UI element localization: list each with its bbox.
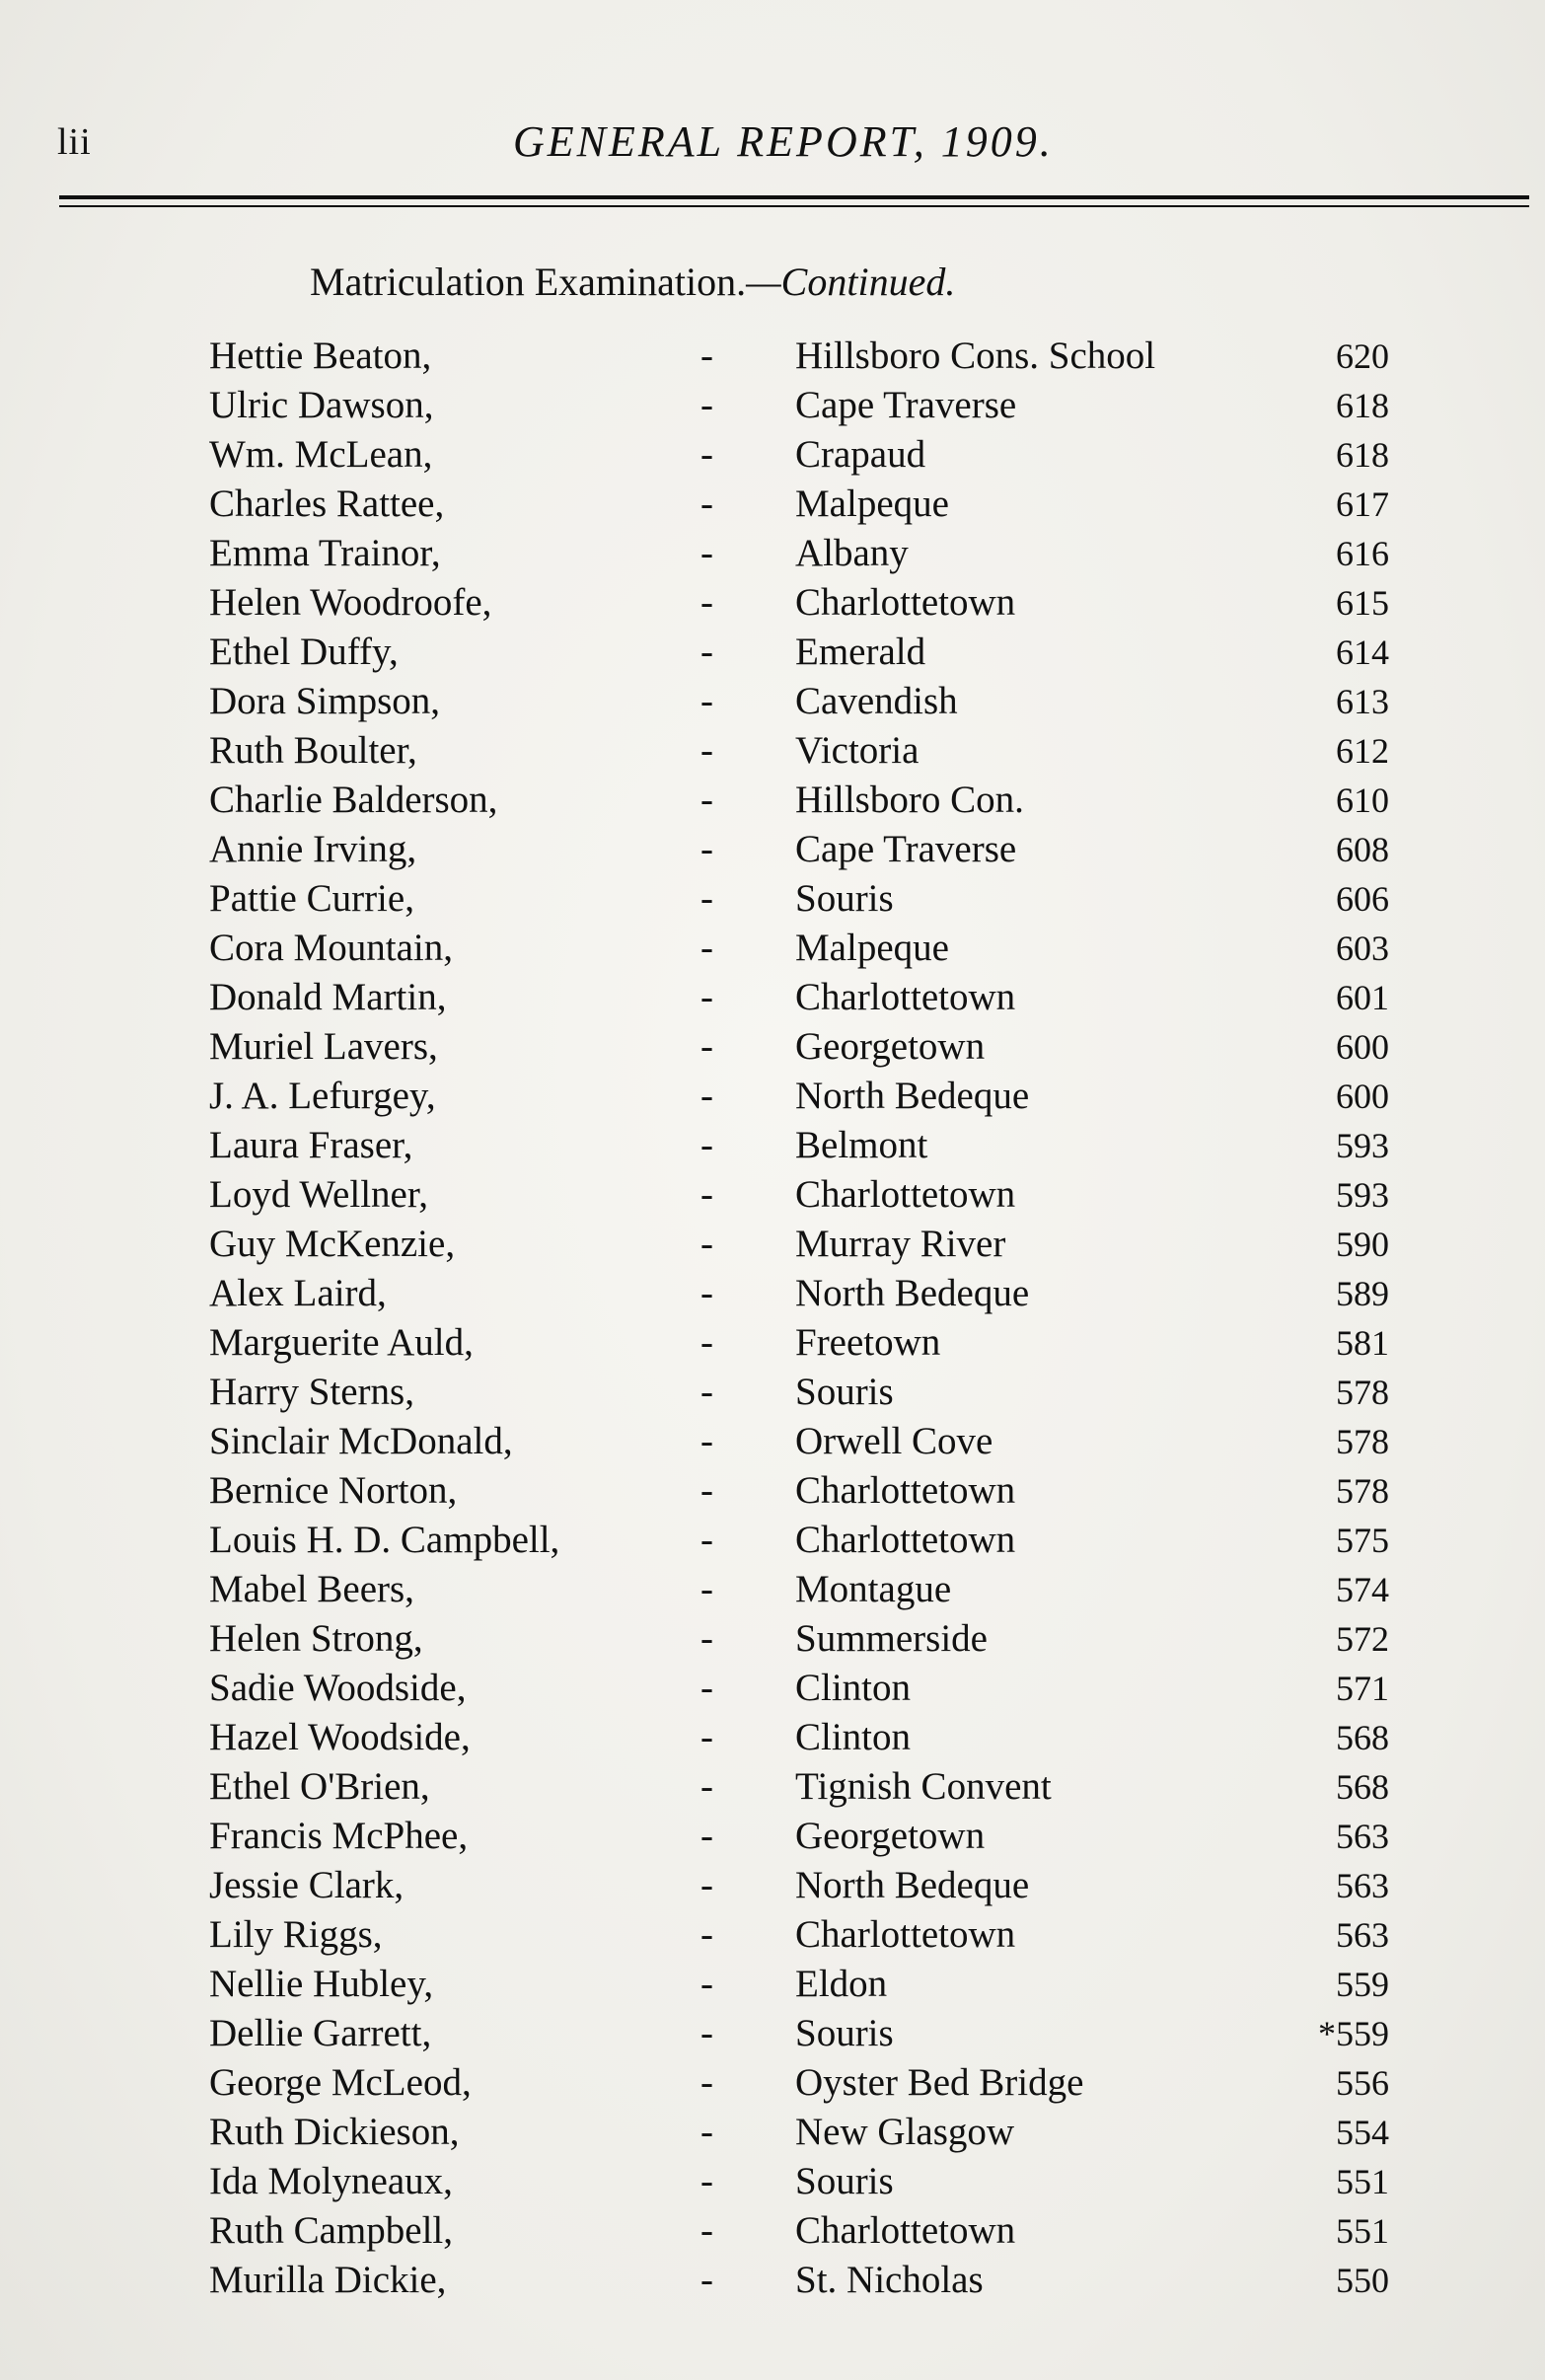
list-item — [0, 1664, 1545, 1713]
score-value: 568 — [1336, 1718, 1389, 1757]
list-item — [0, 1812, 1545, 1861]
separator-dash: - — [700, 335, 713, 377]
list-item — [0, 2108, 1545, 2157]
list-item — [0, 924, 1545, 973]
list-item — [0, 2058, 1545, 2108]
separator-dash: - — [700, 729, 713, 772]
student-name: George McLeod, — [209, 2061, 472, 2104]
score-value: 559 — [1336, 1965, 1389, 2004]
section-title-continued: —Continued. — [746, 260, 956, 304]
score-value: 551 — [1336, 2162, 1389, 2201]
separator-dash: - — [700, 828, 713, 870]
score-value: 593 — [1336, 1126, 1389, 1165]
separator-dash: - — [700, 2111, 713, 2153]
school-location: Montague — [795, 1568, 952, 1610]
score-value: 572 — [1336, 1619, 1389, 1659]
score-value: 554 — [1336, 2113, 1389, 2152]
list-item — [0, 480, 1545, 529]
list-item — [0, 1022, 1545, 1072]
separator-dash: - — [700, 1617, 713, 1660]
score-value: 601 — [1336, 978, 1389, 1017]
header-rule-thin — [59, 205, 1529, 207]
school-location: Charlottetown — [795, 2209, 1016, 2252]
list-item — [0, 1368, 1545, 1417]
student-name: Ethel O'Brien, — [209, 1765, 430, 1808]
school-location: Oyster Bed Bridge — [795, 2061, 1084, 2104]
score-value: 590 — [1336, 1225, 1389, 1264]
separator-dash: - — [700, 2160, 713, 2202]
student-name: Murilla Dickie, — [209, 2259, 447, 2301]
score-value: 589 — [1336, 1274, 1389, 1313]
score-value: 581 — [1336, 1323, 1389, 1363]
student-name: Ruth Boulter, — [209, 729, 417, 772]
list-item — [0, 1516, 1545, 1565]
school-location: Georgetown — [795, 1815, 986, 1857]
student-name: Guy McKenzie, — [209, 1223, 456, 1265]
school-location: Clinton — [795, 1716, 912, 1758]
score-value: 563 — [1336, 1915, 1389, 1955]
score-value: 613 — [1336, 682, 1389, 721]
separator-dash: - — [700, 1124, 713, 1166]
school-location: Crapaud — [795, 433, 926, 476]
school-location: Souris — [795, 2012, 894, 2054]
list-item — [0, 1910, 1545, 1960]
separator-dash: - — [700, 927, 713, 969]
list-item — [0, 776, 1545, 825]
separator-dash: - — [700, 1075, 713, 1117]
separator-dash: - — [700, 1913, 713, 1956]
list-item — [0, 628, 1545, 677]
separator-dash: - — [700, 1568, 713, 1610]
list-item — [0, 973, 1545, 1022]
student-name: Ida Molyneaux, — [209, 2160, 453, 2202]
school-location: New Glasgow — [795, 2111, 1015, 2153]
school-location: Charlottetown — [795, 1519, 1016, 1561]
score-value: 600 — [1336, 1027, 1389, 1067]
student-name: Jessie Clark, — [209, 1864, 405, 1906]
separator-dash: - — [700, 532, 713, 574]
section-title-main: Matriculation Examination. — [310, 260, 747, 304]
school-location: Cape Traverse — [795, 828, 1017, 870]
separator-dash: - — [700, 2209, 713, 2252]
separator-dash: - — [700, 384, 713, 426]
list-item — [0, 874, 1545, 924]
student-name: Wm. McLean, — [209, 433, 433, 476]
score-value: 620 — [1336, 336, 1389, 376]
list-item — [0, 1170, 1545, 1220]
student-name: Annie Irving, — [209, 828, 417, 870]
student-name: Charlie Balderson, — [209, 779, 498, 821]
school-location: St. Nicholas — [795, 2259, 984, 2301]
list-item — [0, 1466, 1545, 1516]
school-location: Albany — [795, 532, 909, 574]
header-rule-thick — [59, 195, 1529, 199]
student-name: Emma Trainor, — [209, 532, 441, 574]
school-location: Hillsboro Con. — [795, 779, 1024, 821]
score-value: 616 — [1336, 534, 1389, 573]
separator-dash: - — [700, 1173, 713, 1216]
section-title — [310, 259, 955, 305]
student-name: Mabel Beers, — [209, 1568, 414, 1610]
school-location: Orwell Cove — [795, 1420, 993, 1462]
student-name: Louis H. D. Campbell, — [209, 1519, 560, 1561]
score-value: 606 — [1336, 879, 1389, 919]
list-item — [0, 1960, 1545, 2009]
score-value: 578 — [1336, 1422, 1389, 1461]
list-item — [0, 2256, 1545, 2305]
score-value: 610 — [1336, 781, 1389, 820]
separator-dash: - — [700, 2061, 713, 2104]
school-location: Tignish Convent — [795, 1765, 1052, 1808]
score-value: 575 — [1336, 1521, 1389, 1560]
score-value: 617 — [1336, 484, 1389, 524]
score-value: 618 — [1336, 435, 1389, 475]
score-value: 612 — [1336, 731, 1389, 771]
separator-dash: - — [700, 1716, 713, 1758]
school-location: Cape Traverse — [795, 384, 1017, 426]
score-value: 556 — [1336, 2063, 1389, 2103]
student-name: Sinclair McDonald, — [209, 1420, 513, 1462]
score-value: 574 — [1336, 1570, 1389, 1609]
student-name: Helen Strong, — [209, 1617, 423, 1660]
score-value: 578 — [1336, 1471, 1389, 1511]
school-location: Clinton — [795, 1667, 912, 1709]
list-item — [0, 1565, 1545, 1614]
school-location: Belmont — [795, 1124, 928, 1166]
student-name: Lily Riggs, — [209, 1913, 383, 1956]
separator-dash: - — [700, 1815, 713, 1857]
student-name: Ulric Dawson, — [209, 384, 434, 426]
list-item — [0, 381, 1545, 430]
score-value: 571 — [1336, 1669, 1389, 1708]
score-value: 603 — [1336, 929, 1389, 968]
list-item — [0, 1713, 1545, 1762]
school-location: Charlottetown — [795, 1173, 1016, 1216]
separator-dash: - — [700, 1272, 713, 1314]
student-name: Donald Martin, — [209, 976, 447, 1018]
separator-dash: - — [700, 1025, 713, 1068]
separator-dash: - — [700, 433, 713, 476]
list-item — [0, 1072, 1545, 1121]
student-name: Bernice Norton, — [209, 1469, 458, 1512]
score-value: 550 — [1336, 2261, 1389, 2300]
student-name: Nellie Hubley, — [209, 1963, 434, 2005]
score-value: 568 — [1336, 1767, 1389, 1807]
list-item — [0, 1861, 1545, 1910]
score-value: 578 — [1336, 1373, 1389, 1412]
list-item — [0, 430, 1545, 480]
school-location: Malpeque — [795, 927, 949, 969]
separator-dash: - — [700, 1519, 713, 1561]
student-name: Helen Woodroofe, — [209, 581, 492, 624]
school-location: Charlottetown — [795, 581, 1016, 624]
student-name: Laura Fraser, — [209, 1124, 413, 1166]
score-value: 614 — [1336, 632, 1389, 672]
score-value: 551 — [1336, 2211, 1389, 2251]
list-item — [0, 2157, 1545, 2206]
list-item — [0, 1614, 1545, 1664]
score-value: 618 — [1336, 386, 1389, 425]
student-name: Francis McPhee, — [209, 1815, 469, 1857]
school-location: Charlottetown — [795, 1913, 1016, 1956]
student-name: Hazel Woodside, — [209, 1716, 471, 1758]
separator-dash: - — [700, 877, 713, 920]
school-location: Charlottetown — [795, 976, 1016, 1018]
separator-dash: - — [700, 1321, 713, 1364]
score-value: *559 — [1318, 2014, 1389, 2053]
list-item — [0, 825, 1545, 874]
student-name: Hettie Beaton, — [209, 335, 432, 377]
student-name: Cora Mountain, — [209, 927, 453, 969]
separator-dash: - — [700, 1469, 713, 1512]
list-item — [0, 1269, 1545, 1318]
student-name: Charles Rattee, — [209, 483, 445, 525]
separator-dash: - — [700, 1420, 713, 1462]
school-location: North Bedeque — [795, 1075, 1030, 1117]
student-name: Ruth Campbell, — [209, 2209, 453, 2252]
school-location: Emerald — [795, 631, 926, 673]
student-name: Harry Sterns, — [209, 1371, 414, 1413]
list-item — [0, 2009, 1545, 2058]
score-value: 615 — [1336, 583, 1389, 623]
school-location: North Bedeque — [795, 1864, 1030, 1906]
student-name: Dellie Garrett, — [209, 2012, 432, 2054]
school-location: Freetown — [795, 1321, 941, 1364]
separator-dash: - — [700, 1864, 713, 1906]
separator-dash: - — [700, 631, 713, 673]
school-location: Malpeque — [795, 483, 949, 525]
list-item — [0, 1318, 1545, 1368]
student-name: Sadie Woodside, — [209, 1667, 467, 1709]
separator-dash: - — [700, 1667, 713, 1709]
score-value: 608 — [1336, 830, 1389, 869]
score-value: 563 — [1336, 1866, 1389, 1905]
separator-dash: - — [700, 779, 713, 821]
school-location: Eldon — [795, 1963, 888, 2005]
separator-dash: - — [700, 2012, 713, 2054]
student-name: Alex Laird, — [209, 1272, 387, 1314]
separator-dash: - — [700, 1963, 713, 2005]
list-item — [0, 677, 1545, 726]
student-name: J. A. Lefurgey, — [209, 1075, 436, 1117]
score-value: 593 — [1336, 1175, 1389, 1215]
separator-dash: - — [700, 1765, 713, 1808]
separator-dash: - — [700, 1371, 713, 1413]
list-item — [0, 1417, 1545, 1466]
results-list — [0, 332, 1545, 2305]
list-item — [0, 1220, 1545, 1269]
separator-dash: - — [700, 483, 713, 525]
school-location: Charlottetown — [795, 1469, 1016, 1512]
list-item — [0, 578, 1545, 628]
separator-dash: - — [700, 2259, 713, 2301]
student-name: Muriel Lavers, — [209, 1025, 438, 1068]
page-number: lii — [57, 121, 92, 163]
school-location: Victoria — [795, 729, 920, 772]
list-item — [0, 1121, 1545, 1170]
student-name: Pattie Currie, — [209, 877, 414, 920]
school-location: Souris — [795, 1371, 894, 1413]
student-name: Ethel Duffy, — [209, 631, 399, 673]
list-item — [0, 529, 1545, 578]
list-item — [0, 726, 1545, 776]
separator-dash: - — [700, 976, 713, 1018]
student-name: Marguerite Auld, — [209, 1321, 474, 1364]
separator-dash: - — [700, 581, 713, 624]
separator-dash: - — [700, 1223, 713, 1265]
list-item — [0, 2206, 1545, 2256]
score-value: 600 — [1336, 1077, 1389, 1116]
school-location: Souris — [795, 877, 894, 920]
school-location: North Bedeque — [795, 1272, 1030, 1314]
score-value: 563 — [1336, 1817, 1389, 1856]
student-name: Loyd Wellner, — [209, 1173, 429, 1216]
student-name: Dora Simpson, — [209, 680, 440, 722]
school-location: Souris — [795, 2160, 894, 2202]
running-head: GENERAL REPORT, 1909. — [513, 117, 1054, 166]
separator-dash: - — [700, 680, 713, 722]
list-item — [0, 332, 1545, 381]
list-item — [0, 1762, 1545, 1812]
school-location: Georgetown — [795, 1025, 986, 1068]
student-name: Ruth Dickieson, — [209, 2111, 460, 2153]
school-location: Cavendish — [795, 680, 958, 722]
school-location: Summerside — [795, 1617, 988, 1660]
school-location: Hillsboro Cons. School — [795, 335, 1156, 377]
school-location: Murray River — [795, 1223, 1006, 1265]
